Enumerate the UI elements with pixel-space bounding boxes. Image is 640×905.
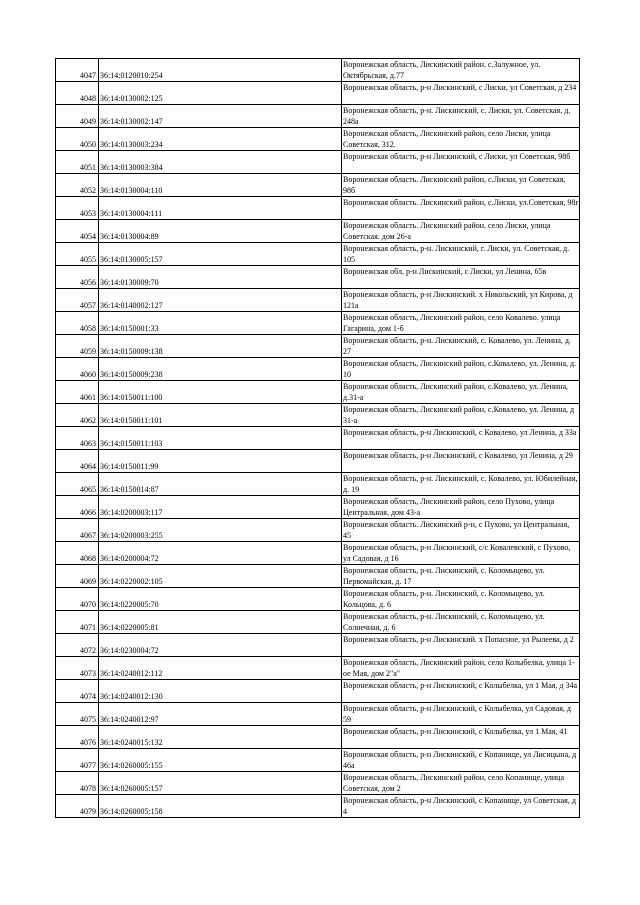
row-number-cell: 4051 [56, 151, 99, 174]
table-row [56, 473, 580, 496]
cadastral-number-cell: 36:14:0260005:157 [99, 772, 342, 795]
row-number-cell: 4074 [56, 680, 99, 703]
cadastral-number-cell: 36:14:0150011:101 [99, 404, 342, 427]
row-number-cell: 4047 [56, 59, 99, 82]
cadastral-number-cell: 36:14:0150011:99 [99, 450, 342, 473]
table-row [56, 358, 580, 381]
address-cell: Воронежская область, Лискинский район. с.Залужное, ул. Октябрьская, д.77 [342, 59, 580, 82]
address-cell: Воронежская область, р-н. Лискинский, с. Лиски, ул. Советская, д. 248а [342, 105, 580, 128]
cadastral-number-cell: 36:14:0130003:234 [99, 128, 342, 151]
address-cell: Воронежская область, р-н Лискинский, с/с Ковалевский, с Пухово, ул Садовая, д 16 [342, 542, 580, 565]
address-cell: Воронежская область, р-н. Лискинский, с. Ковалево, ул. Юбилейная, д. 19 [342, 473, 580, 496]
table-row [56, 795, 580, 818]
row-number-cell: 4078 [56, 772, 99, 795]
row-number-cell: 4065 [56, 473, 99, 496]
cadastral-number-cell: 36:14:0230004:72 [99, 634, 342, 657]
cadastral-number-cell: 36:14:0220005:81 [99, 611, 342, 634]
table-row [56, 381, 580, 404]
table-row [56, 680, 580, 703]
row-number-cell: 4066 [56, 496, 99, 519]
table-row [56, 772, 580, 795]
row-number-cell: 4067 [56, 519, 99, 542]
address-cell: Воронежская область, Лискинский район, село Ковалево. улица Гагарина, дом 1-б [342, 312, 580, 335]
row-number-cell: 4050 [56, 128, 99, 151]
address-cell: Воронежская область, Лискинский район, с.Ковалево, ул. Ленина, д.31-а [342, 381, 580, 404]
cadastral-number-cell: 36:14:0130004:89 [99, 220, 342, 243]
address-cell: Воронежская область, р-н Лискинский, с Ковалево, ул Ленина, д 29 [342, 450, 580, 473]
address-cell: Воронежская область, р-н. Лискинский, с. Коломыцево, ул. Кольцова, д. 6 [342, 588, 580, 611]
address-cell: Воронежская область, р-н Лискинский, с Лиски, ул Советская, 98б [342, 151, 580, 174]
address-cell: Воронежская область, р-н. Лискинский, г. Лиски, ул. Советская, д. 105 [342, 243, 580, 266]
row-number-cell: 4061 [56, 381, 99, 404]
address-cell: Воронежская область, р-н Лискинский, с Колыбелка, ул 1 Мая, д 34а [342, 680, 580, 703]
row-number-cell: 4064 [56, 450, 99, 473]
row-number-cell: 4057 [56, 289, 99, 312]
address-cell: Воронежская область, р-н Лискинский. х Попасное, ул Рылеева, д 2 [342, 634, 580, 657]
address-cell: Воронежская область, р-н Лискинский, с Лиски, ул Советская, д 234 [342, 82, 580, 105]
table-row [56, 404, 580, 427]
cadastral-number-cell: 36:14:0150009:138 [99, 335, 342, 358]
table-row [56, 266, 580, 289]
table-row [56, 243, 580, 266]
cadastral-number-cell: 36:14:0150009:238 [99, 358, 342, 381]
cadastral-number-cell: 36:14:0200003:255 [99, 519, 342, 542]
table-row [56, 519, 580, 542]
address-cell: Воронежская область. Лискинский район. село Лиски, улица Советская. дом 26-а [342, 220, 580, 243]
cadastral-number-cell: 36:14:0220005:70 [99, 588, 342, 611]
address-cell: Воронежская область, р-н Лискинский, с Колыбелка, ул 1 Мая, 41 [342, 726, 580, 749]
cadastral-number-cell: 36:14:0120010:254 [99, 59, 342, 82]
address-cell: Воронежская область. Лискинский р-н, с Пухово, ул Центральная, 45 [342, 519, 580, 542]
address-cell: Воронежская область. Лискинский район, с.Лиски, ул Советская, 98б [342, 174, 580, 197]
row-number-cell: 4052 [56, 174, 99, 197]
row-number-cell: 4076 [56, 726, 99, 749]
table-row [56, 542, 580, 565]
table-row [56, 220, 580, 243]
row-number-cell: 4070 [56, 588, 99, 611]
address-cell: Воронежская область, р-н. Лискинский, с. Ковалево, ул. Ленина, д. 27 [342, 335, 580, 358]
address-cell: Воронежская область, Лискинский район, с.Ковалево, ул. Ленина, д 31-а [342, 404, 580, 427]
table-row [56, 335, 580, 358]
row-number-cell: 4062 [56, 404, 99, 427]
cadastral-number-cell: 36:14:0150001:33 [99, 312, 342, 335]
row-number-cell: 4072 [56, 634, 99, 657]
row-number-cell: 4048 [56, 82, 99, 105]
cadastral-number-cell: 36:14:0200004:72 [99, 542, 342, 565]
table-row [56, 312, 580, 335]
cadastral-number-cell: 36:14:0130002:147 [99, 105, 342, 128]
table-row [56, 726, 580, 749]
address-cell: Воронежская область, р-н. Лискинский, с. Коломыцево, ул. Солнечная, д. 6 [342, 611, 580, 634]
row-number-cell: 4073 [56, 657, 99, 680]
table-row [56, 82, 580, 105]
cadastral-number-cell: 36:14:0260005:158 [99, 795, 342, 818]
table-row [56, 611, 580, 634]
address-cell: Воронежская область, Лискинский район, село Лиски, улица Советская, 312. [342, 128, 580, 151]
row-number-cell: 4079 [56, 795, 99, 818]
address-cell: Воронежская область, р-н Лискинский, с Копанище, ул Лисицына, д 46а [342, 749, 580, 772]
row-number-cell: 4071 [56, 611, 99, 634]
table-row [56, 174, 580, 197]
cadastral-number-cell: 36:14:0130009:70 [99, 266, 342, 289]
cadastral-number-cell: 36:14:0240015:132 [99, 726, 342, 749]
row-number-cell: 4060 [56, 358, 99, 381]
row-number-cell: 4054 [56, 220, 99, 243]
address-cell: Воронежская область, Лискинский район, село Пухово, улица Центральная, дом 43-а [342, 496, 580, 519]
address-cell: Воронежская обл, р-н Лискинский, с Лиски, ул Ленина, 65в [342, 266, 580, 289]
row-number-cell: 4056 [56, 266, 99, 289]
address-cell: Воронежская область, Лискинский район, село Копанище, улица Советская, дом 2 [342, 772, 580, 795]
cadastral-number-cell: 36:14:0240012:130 [99, 680, 342, 703]
registry-table-body [56, 59, 580, 818]
cadastral-number-cell: 36:14:0240012:112 [99, 657, 342, 680]
registry-table [55, 58, 580, 818]
row-number-cell: 4059 [56, 335, 99, 358]
table-row [56, 588, 580, 611]
cadastral-number-cell: 36:14:0220002:105 [99, 565, 342, 588]
cadastral-number-cell: 36:14:0150014:87 [99, 473, 342, 496]
cadastral-number-cell: 36:14:0130003:384 [99, 151, 342, 174]
address-cell: Воронежская область, р-н. Лискинский, с. Коломыцево, ул. Первомайская, д. 17 [342, 565, 580, 588]
cadastral-number-cell: 36:14:0200003:117 [99, 496, 342, 519]
address-cell: Воронежская область, р-н Лискинский, с Копанище, ул Советская, д 4 [342, 795, 580, 818]
row-number-cell: 4075 [56, 703, 99, 726]
cadastral-number-cell: 36:14:0130004:110 [99, 174, 342, 197]
table-row [56, 565, 580, 588]
table-row [56, 289, 580, 312]
address-cell: Воронежская область, р-н Лискинский. х Никольский, ул Кирова, д 121а [342, 289, 580, 312]
table-row [56, 105, 580, 128]
address-cell: Воронежская область, р-н Лискинский, с Колыбелка, ул Садовая, д 59 [342, 703, 580, 726]
cadastral-number-cell: 36:14:0260005:155 [99, 749, 342, 772]
table-row [56, 749, 580, 772]
table-row [56, 59, 580, 82]
table-row [56, 496, 580, 519]
address-cell: Воронежская область, р-н Лискинский, с Ковалево, ул Ленина, д 33а [342, 427, 580, 450]
row-number-cell: 4058 [56, 312, 99, 335]
table-row [56, 427, 580, 450]
row-number-cell: 4055 [56, 243, 99, 266]
table-row [56, 703, 580, 726]
cadastral-number-cell: 36:14:0240012:97 [99, 703, 342, 726]
cadastral-number-cell: 36:14:0150011:103 [99, 427, 342, 450]
row-number-cell: 4063 [56, 427, 99, 450]
cadastral-number-cell: 36:14:0130002:125 [99, 82, 342, 105]
table-row [56, 634, 580, 657]
table-row [56, 128, 580, 151]
address-cell: Воронежская область. Лискинский район, с.Лиски, ул.Советская, 98г [342, 197, 580, 220]
address-cell: Воронежская область, Лискинский район, село Колыбелка, улица 1-ое Мая, дом 2"а" [342, 657, 580, 680]
row-number-cell: 4049 [56, 105, 99, 128]
cadastral-number-cell: 36:14:0140002:127 [99, 289, 342, 312]
row-number-cell: 4068 [56, 542, 99, 565]
row-number-cell: 4053 [56, 197, 99, 220]
cadastral-number-cell: 36:14:0130004:111 [99, 197, 342, 220]
table-row [56, 657, 580, 680]
table-row [56, 151, 580, 174]
address-cell: Воронежская область, Лискинский район, с.Ковалево, ул. Ленина, д. 10 [342, 358, 580, 381]
row-number-cell: 4077 [56, 749, 99, 772]
cadastral-number-cell: 36:14:0150011:100 [99, 381, 342, 404]
cadastral-number-cell: 36:14:0130005:157 [99, 243, 342, 266]
row-number-cell: 4069 [56, 565, 99, 588]
table-row [56, 450, 580, 473]
table-row [56, 197, 580, 220]
